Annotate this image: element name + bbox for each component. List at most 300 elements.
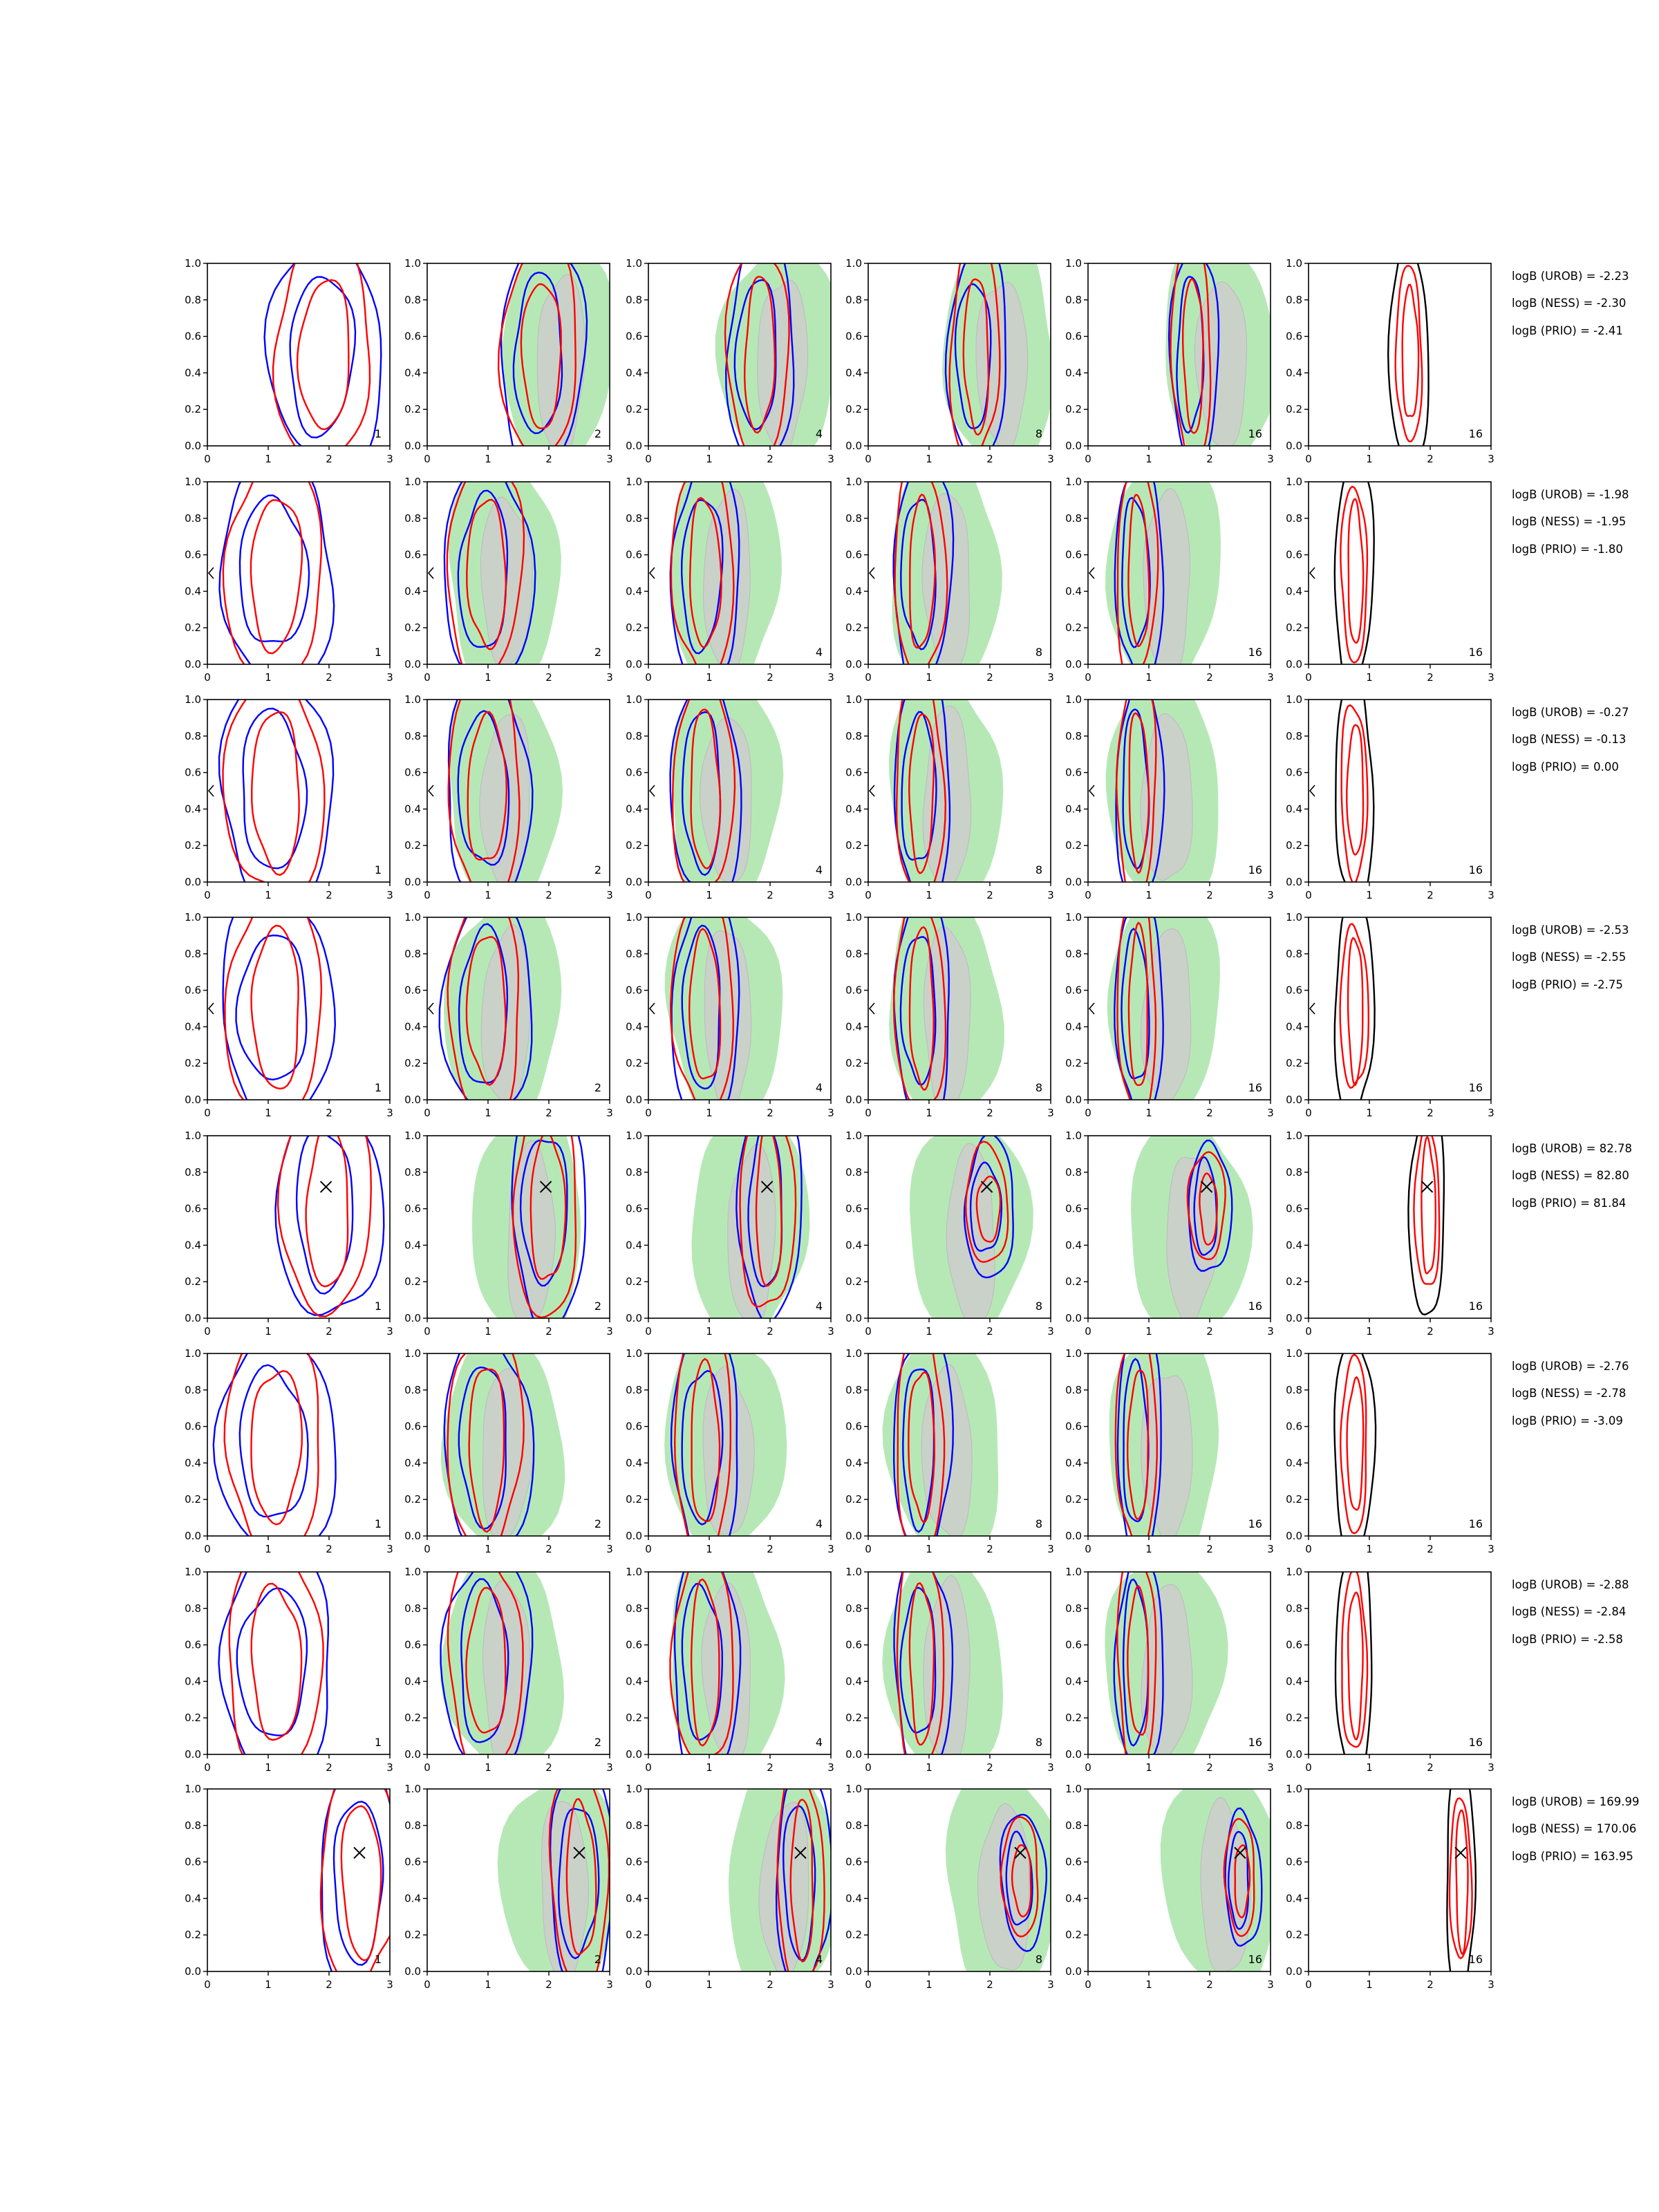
panel	[185, 1329, 393, 1563]
y-tick-label: 1.0	[404, 911, 421, 924]
edge-marker	[429, 1003, 433, 1014]
ness-contour	[1450, 1798, 1472, 1958]
panel	[185, 1095, 393, 1338]
y-tick-label: 1.0	[845, 1566, 862, 1578]
y-tick-label: 0.8	[404, 729, 421, 742]
y-tick-label: 1.0	[845, 257, 862, 270]
panel	[845, 668, 1054, 915]
ness-inner-contour	[1403, 285, 1418, 416]
x-tick-label: 0	[645, 1978, 652, 1991]
y-tick-label: 0.4	[1065, 1675, 1082, 1688]
x-tick-label: 3	[827, 1978, 834, 1991]
panel-annotation: 2	[594, 1953, 601, 1966]
panel-annotation: 1	[374, 646, 382, 659]
y-tick-label: 1.0	[404, 476, 421, 488]
y-tick-label: 0.8	[404, 1819, 421, 1832]
y-tick-label: 0.0	[185, 440, 201, 452]
x-tick-label: 1	[706, 671, 713, 684]
x-tick-label: 2	[986, 1107, 993, 1119]
y-tick-label: 0.0	[845, 1748, 862, 1761]
panel-annotation: 16	[1248, 863, 1262, 877]
y-tick-label: 0.4	[626, 803, 642, 816]
y-tick-label: 1.0	[1065, 693, 1082, 706]
y-tick-label: 0.4	[404, 1892, 421, 1905]
x-tick-label: 0	[1305, 671, 1312, 684]
x-tick-label: 0	[1085, 1325, 1091, 1338]
x-tick-label: 0	[865, 1543, 872, 1555]
y-tick-label: 0.4	[1065, 1020, 1082, 1033]
ness-outer-contour	[278, 1107, 371, 1317]
y-tick-label: 0.0	[626, 658, 642, 671]
y-tick-label: 0.6	[1065, 1202, 1082, 1215]
logb-label: logB (NESS) = -2.55	[1512, 950, 1627, 964]
x-tick-label: 1	[265, 1761, 272, 1774]
panel-annotation: 4	[815, 863, 823, 877]
x-tick-label: 0	[1305, 1978, 1312, 1991]
y-tick-label: 0.6	[185, 1202, 201, 1215]
y-tick-label: 0.6	[1065, 1638, 1082, 1651]
panel-annotation: 16	[1248, 1517, 1262, 1530]
y-tick-label: 0.8	[626, 729, 642, 742]
y-tick-label: 0.0	[1065, 1530, 1082, 1542]
y-tick-label: 0.0	[1065, 658, 1082, 671]
x-tick-label: 2	[767, 1325, 774, 1338]
y-tick-label: 0.2	[1286, 403, 1302, 416]
x-tick-label: 3	[606, 453, 613, 465]
x-tick-label: 2	[545, 1761, 552, 1774]
x-tick-label: 3	[606, 1761, 613, 1774]
y-tick-label: 0.6	[845, 1855, 862, 1868]
x-tick-label: 1	[265, 1107, 272, 1119]
x-tick-label: 0	[645, 671, 652, 684]
ness-outer-contour	[273, 232, 370, 465]
panel	[626, 1094, 834, 1347]
y-tick-label: 0.8	[845, 1602, 862, 1615]
ness-inner-contour	[1421, 1137, 1435, 1273]
edge-marker	[870, 785, 874, 796]
ness-inner-contour	[252, 1371, 302, 1524]
y-tick-label: 0.6	[404, 984, 421, 997]
x-tick-label: 2	[1206, 671, 1213, 684]
x-tick-label: 3	[1047, 889, 1054, 901]
x-tick-label: 1	[926, 1325, 932, 1338]
logb-label: logB (UROB) = -2.88	[1512, 1578, 1629, 1591]
y-tick-label: 0.8	[404, 947, 421, 960]
y-tick-label: 1.0	[404, 1347, 421, 1360]
y-tick-label: 0.8	[185, 729, 201, 742]
logb-label: logB (UROB) = -0.27	[1512, 706, 1629, 719]
panel-annotation: 16	[1468, 427, 1483, 440]
panel-annotation: 4	[815, 1300, 823, 1313]
y-tick-label: 0.0	[404, 1312, 421, 1324]
y-tick-label: 0.0	[1065, 440, 1082, 452]
y-tick-label: 0.6	[1065, 330, 1082, 343]
ness-inner-contour	[1456, 1810, 1468, 1954]
panel	[1065, 1544, 1274, 1777]
logb-label: logB (PRIO) = -2.41	[1512, 324, 1623, 337]
x-tick-label: 1	[1145, 1107, 1152, 1119]
y-tick-label: 0.6	[845, 984, 862, 997]
x-tick-label: 1	[485, 671, 491, 684]
x-tick-label: 2	[326, 1325, 332, 1338]
ness-inner-contour	[1347, 725, 1363, 855]
y-tick-label: 0.4	[404, 585, 421, 598]
x-tick-label: 1	[926, 1978, 932, 1991]
x-tick-label: 1	[1145, 889, 1152, 901]
x-tick-label: 3	[1267, 1325, 1274, 1338]
y-tick-label: 1.0	[1286, 1783, 1302, 1795]
y-tick-label: 0.8	[1286, 1602, 1302, 1615]
x-tick-label: 0	[1305, 453, 1312, 465]
y-tick-label: 0.0	[626, 440, 642, 452]
y-tick-label: 0.6	[185, 1638, 201, 1651]
x-tick-label: 2	[545, 889, 552, 901]
y-tick-label: 0.6	[1286, 984, 1302, 997]
logb-label: logB (NESS) = -0.13	[1512, 733, 1627, 746]
y-tick-label: 0.6	[404, 1420, 421, 1433]
x-tick-label: 0	[424, 1325, 431, 1338]
panel	[845, 1538, 1054, 1779]
y-tick-label: 0.2	[626, 403, 642, 416]
y-tick-label: 0.8	[185, 947, 201, 960]
panel	[845, 1761, 1060, 1998]
y-tick-label: 0.0	[185, 1312, 201, 1324]
y-tick-label: 0.4	[1065, 1239, 1082, 1252]
y-tick-label: 0.0	[185, 1965, 201, 1978]
y-tick-label: 0.2	[1286, 1712, 1302, 1725]
y-tick-label: 0.2	[1065, 1275, 1082, 1288]
logb-label: logB (NESS) = -2.30	[1512, 297, 1627, 310]
y-tick-label: 0.2	[626, 1712, 642, 1725]
y-tick-label: 0.2	[845, 1275, 862, 1288]
y-tick-label: 0.6	[1065, 984, 1082, 997]
x-tick-label: 2	[545, 453, 552, 465]
y-tick-label: 1.0	[404, 693, 421, 706]
y-tick-label: 0.0	[1286, 1530, 1302, 1542]
panel-annotation: 16	[1248, 427, 1262, 440]
x-tick-label: 0	[204, 1107, 211, 1119]
y-tick-label: 1.0	[626, 1130, 642, 1142]
y-tick-label: 0.8	[626, 1165, 642, 1179]
x-tick-label: 0	[424, 1978, 431, 1991]
y-tick-label: 0.8	[626, 1819, 642, 1832]
logb-label: logB (UROB) = -1.98	[1512, 488, 1629, 501]
panel	[626, 671, 834, 911]
panel-annotation: 8	[1035, 1081, 1042, 1094]
panel	[1065, 456, 1274, 696]
y-tick-label: 1.0	[845, 911, 862, 924]
urob-outer-contour	[219, 1542, 328, 1782]
y-tick-label: 0.8	[1286, 729, 1302, 742]
y-tick-label: 0.8	[845, 293, 862, 306]
panel	[845, 886, 1054, 1127]
panel	[185, 883, 393, 1133]
panel	[404, 240, 615, 481]
y-tick-label: 0.4	[1286, 1892, 1302, 1905]
y-tick-label: 0.6	[404, 548, 421, 561]
y-tick-label: 0.6	[185, 984, 201, 997]
y-tick-label: 0.4	[845, 803, 862, 816]
x-tick-label: 1	[1145, 1325, 1152, 1338]
y-tick-label: 0.0	[1065, 1312, 1082, 1324]
y-tick-label: 0.6	[1065, 1420, 1082, 1433]
x-tick-label: 3	[386, 1543, 393, 1555]
panel	[1286, 1095, 1494, 1338]
panel-annotation: 16	[1468, 1300, 1483, 1313]
y-tick-label: 0.0	[1286, 876, 1302, 888]
logb-label: logB (UROB) = -2.53	[1512, 924, 1629, 937]
x-tick-label: 1	[1366, 1978, 1373, 1991]
y-tick-label: 0.2	[845, 621, 862, 635]
prior-outer-contour	[1388, 238, 1428, 456]
x-tick-label: 1	[926, 1543, 932, 1555]
x-tick-label: 3	[827, 453, 834, 465]
y-tick-label: 0.4	[1286, 1239, 1302, 1252]
y-tick-label: 0.4	[1286, 803, 1302, 816]
x-tick-label: 1	[1366, 1325, 1373, 1338]
edge-marker	[1089, 785, 1094, 796]
x-tick-label: 2	[767, 1978, 774, 1991]
x-tick-label: 2	[1427, 1325, 1434, 1338]
x-tick-label: 3	[1267, 889, 1274, 901]
y-tick-label: 0.8	[626, 947, 642, 960]
logb-label: logB (PRIO) = -2.58	[1512, 1633, 1623, 1646]
x-tick-label: 3	[386, 1978, 393, 1991]
panel-annotation: 16	[1468, 1736, 1483, 1749]
x-tick-label: 3	[606, 889, 613, 901]
y-tick-label: 0.8	[404, 293, 421, 306]
y-tick-label: 1.0	[185, 1347, 201, 1360]
y-tick-label: 0.4	[626, 1020, 642, 1033]
y-tick-label: 0.0	[1065, 1094, 1082, 1106]
logb-label: logB (NESS) = 82.80	[1512, 1169, 1629, 1182]
y-tick-label: 0.6	[404, 1202, 421, 1215]
y-tick-label: 0.8	[1065, 512, 1082, 525]
x-tick-label: 2	[1427, 889, 1434, 901]
x-tick-label: 1	[265, 1978, 272, 1991]
x-tick-label: 0	[1305, 1761, 1312, 1774]
panel-annotation: 16	[1248, 1736, 1262, 1749]
truth-marker	[321, 1181, 332, 1192]
x-tick-label: 3	[827, 671, 834, 684]
x-tick-label: 2	[326, 1761, 332, 1774]
x-tick-label: 1	[1366, 889, 1373, 901]
axes-frame	[207, 1789, 390, 1971]
panel-annotation: 4	[815, 1953, 823, 1966]
panel	[404, 669, 613, 912]
y-tick-label: 0.8	[1065, 729, 1082, 742]
x-tick-label: 1	[265, 1543, 272, 1555]
y-tick-label: 0.6	[845, 1202, 862, 1215]
x-tick-label: 3	[606, 1978, 613, 1991]
x-tick-label: 0	[645, 1325, 652, 1338]
y-tick-label: 0.4	[626, 366, 642, 379]
x-tick-label: 0	[204, 1978, 211, 1991]
panel	[185, 450, 393, 690]
y-tick-label: 1.0	[1286, 1566, 1302, 1578]
panel-annotation: 8	[1035, 1517, 1042, 1530]
x-tick-label: 3	[827, 1761, 834, 1774]
x-tick-label: 2	[767, 1107, 774, 1119]
y-tick-label: 0.0	[404, 1530, 421, 1542]
y-tick-label: 0.4	[1286, 1675, 1302, 1688]
panel-annotation: 16	[1248, 1081, 1262, 1094]
edge-marker	[209, 785, 214, 796]
y-tick-label: 0.2	[404, 839, 421, 852]
y-tick-label: 1.0	[404, 1566, 421, 1578]
x-tick-label: 1	[1145, 453, 1152, 465]
x-tick-label: 3	[606, 671, 613, 684]
y-tick-label: 1.0	[185, 1566, 201, 1578]
x-tick-label: 0	[424, 1761, 431, 1774]
y-tick-label: 0.0	[845, 658, 862, 671]
y-tick-label: 0.4	[626, 1239, 642, 1252]
panel	[845, 448, 1054, 691]
y-tick-label: 0.2	[1065, 1057, 1082, 1070]
panel	[845, 1123, 1054, 1338]
x-tick-label: 2	[545, 1325, 552, 1338]
x-tick-label: 0	[1085, 453, 1091, 465]
x-tick-label: 2	[326, 1107, 332, 1119]
x-tick-label: 1	[265, 889, 272, 901]
x-tick-label: 1	[926, 1107, 932, 1119]
y-tick-label: 0.8	[1065, 1602, 1082, 1615]
y-tick-label: 1.0	[1065, 1566, 1082, 1578]
x-tick-label: 1	[926, 889, 932, 901]
x-tick-label: 0	[865, 1978, 872, 1991]
x-tick-label: 1	[485, 453, 491, 465]
x-tick-label: 0	[424, 671, 431, 684]
y-tick-label: 1.0	[404, 1783, 421, 1795]
x-tick-label: 0	[865, 1107, 872, 1119]
y-tick-label: 0.4	[404, 1456, 421, 1470]
y-tick-label: 0.2	[626, 1493, 642, 1506]
x-tick-label: 2	[986, 1543, 993, 1555]
y-tick-label: 0.2	[185, 621, 201, 635]
x-tick-label: 3	[1267, 1761, 1274, 1774]
y-tick-label: 1.0	[626, 1566, 642, 1578]
logb-label: logB (UROB) = -2.23	[1512, 270, 1629, 283]
x-tick-label: 3	[386, 1107, 393, 1119]
y-tick-label: 0.0	[626, 1748, 642, 1761]
y-tick-label: 0.8	[626, 1602, 642, 1615]
y-tick-label: 0.6	[626, 330, 642, 343]
x-tick-label: 2	[1206, 453, 1213, 465]
y-tick-label: 0.0	[1286, 1965, 1302, 1978]
panel	[1065, 1774, 1282, 1998]
panel-annotation: 1	[374, 1953, 382, 1966]
x-tick-label: 2	[326, 671, 332, 684]
panel	[1286, 1544, 1494, 1788]
x-tick-label: 3	[1047, 453, 1054, 465]
y-tick-label: 0.2	[845, 1493, 862, 1506]
panel	[845, 234, 1054, 477]
panel-annotation: 1	[374, 1300, 382, 1313]
y-tick-label: 0.8	[1286, 947, 1302, 960]
x-tick-label: 2	[767, 671, 774, 684]
y-tick-label: 0.4	[845, 1020, 862, 1033]
logb-label: logB (NESS) = 170.06	[1512, 1822, 1637, 1835]
y-tick-label: 0.4	[1065, 1456, 1082, 1470]
x-tick-label: 2	[1206, 1761, 1213, 1774]
y-tick-label: 0.6	[404, 330, 421, 343]
y-tick-label: 0.0	[845, 1530, 862, 1542]
y-tick-label: 0.0	[185, 876, 201, 888]
y-tick-label: 0.6	[626, 1638, 642, 1651]
y-tick-label: 0.8	[185, 1819, 201, 1832]
x-tick-label: 0	[1085, 1761, 1091, 1774]
urob-inner-contour	[334, 1801, 383, 1965]
y-tick-label: 0.6	[185, 1855, 201, 1868]
y-tick-label: 0.0	[845, 1965, 862, 1978]
x-tick-label: 3	[1047, 1978, 1054, 1991]
panel	[404, 453, 613, 691]
y-tick-label: 0.2	[185, 403, 201, 416]
panel	[404, 1544, 613, 1774]
x-tick-label: 3	[1047, 671, 1054, 684]
y-tick-label: 0.6	[1286, 548, 1302, 561]
panel	[404, 885, 613, 1123]
panel-annotation: 4	[815, 1736, 823, 1749]
y-tick-label: 1.0	[185, 911, 201, 924]
panel-annotation: 2	[594, 863, 601, 877]
x-tick-label: 1	[926, 453, 932, 465]
panel	[1065, 666, 1274, 906]
logb-label: logB (UROB) = 82.78	[1512, 1142, 1632, 1155]
y-tick-label: 1.0	[845, 1783, 862, 1795]
y-tick-label: 0.2	[845, 1712, 862, 1725]
urob-outer-contour	[223, 894, 335, 1133]
x-tick-label: 3	[386, 1761, 393, 1774]
axes-frame	[207, 1353, 390, 1536]
y-tick-label: 0.6	[626, 1420, 642, 1433]
x-tick-label: 1	[1366, 1543, 1373, 1555]
urob-inner-contour	[240, 1365, 308, 1517]
y-tick-label: 1.0	[185, 693, 201, 706]
y-tick-label: 0.4	[1065, 366, 1082, 379]
y-tick-label: 0.4	[185, 1020, 201, 1033]
x-tick-label: 2	[1206, 1543, 1213, 1555]
panel	[185, 232, 393, 470]
y-tick-label: 0.2	[1065, 1929, 1082, 1942]
panel	[185, 1538, 393, 1783]
y-tick-label: 0.2	[185, 1712, 201, 1725]
panel-annotation: 8	[1035, 863, 1042, 877]
x-tick-label: 1	[1145, 671, 1152, 684]
panel	[1286, 670, 1494, 905]
edge-marker	[870, 568, 874, 579]
y-tick-label: 1.0	[1065, 911, 1082, 924]
y-tick-label: 0.0	[1065, 876, 1082, 888]
panel-annotation: 16	[1468, 646, 1483, 659]
x-tick-label: 1	[1366, 453, 1373, 465]
x-tick-label: 1	[926, 1761, 932, 1774]
y-tick-label: 0.2	[845, 1929, 862, 1942]
panel	[845, 1317, 1054, 1562]
y-tick-label: 0.8	[626, 293, 642, 306]
y-tick-label: 0.2	[1065, 621, 1082, 635]
edge-marker	[209, 568, 214, 579]
y-tick-label: 1.0	[404, 1130, 421, 1142]
ness-inner-contour	[297, 280, 348, 429]
panel-annotation: 8	[1035, 1300, 1042, 1313]
y-tick-label: 0.0	[626, 1965, 642, 1978]
y-tick-label: 1.0	[626, 1783, 642, 1795]
y-tick-label: 0.8	[185, 1165, 201, 1179]
x-tick-label: 2	[326, 453, 332, 465]
x-tick-label: 1	[706, 1325, 713, 1338]
y-tick-label: 0.4	[1286, 1456, 1302, 1470]
